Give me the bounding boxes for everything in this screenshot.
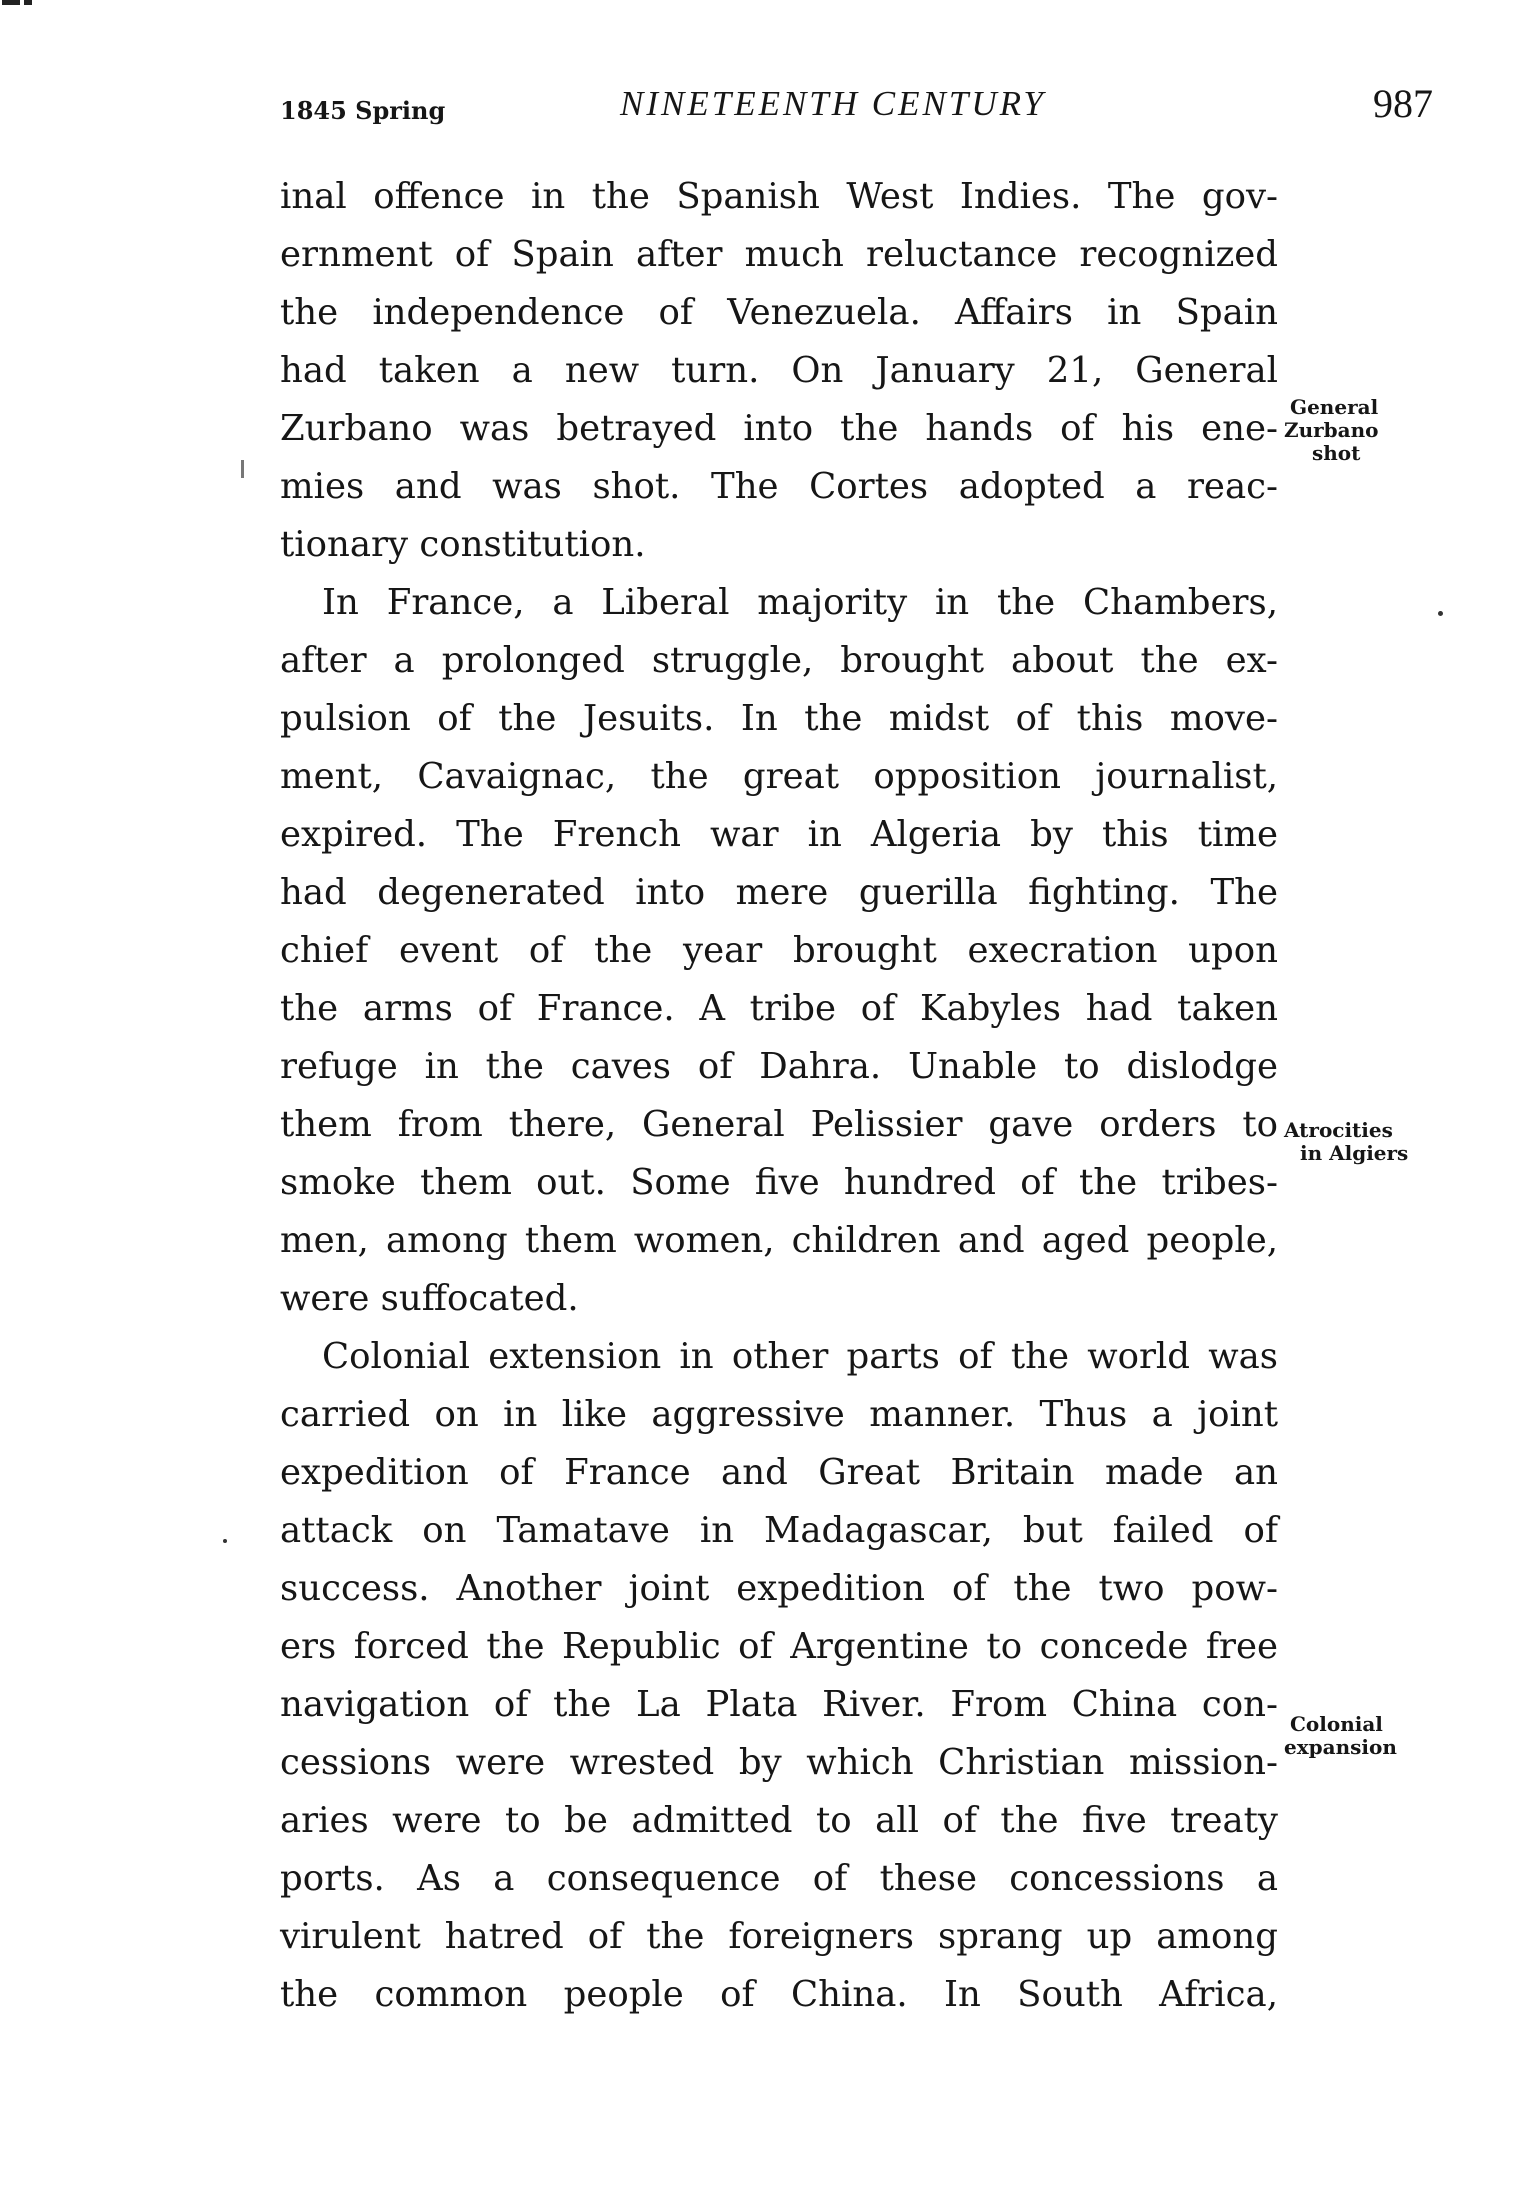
body-line: navigation of the La Plata River. From China con- — [280, 1684, 1278, 1725]
body-line: the arms of France. A tribe of Kabyles had taken — [280, 988, 1278, 1029]
margin-note-colonial — [1284, 1713, 1424, 1759]
body-line: ports. As a consequence of these concessions a — [280, 1858, 1278, 1899]
scan-speck — [223, 1539, 227, 1543]
body-line: them from there, General Pelissier gave orders to — [280, 1104, 1278, 1145]
body-line: carried on in like aggressive manner. Thus a joint — [280, 1394, 1278, 1435]
body-line: ment, Cavaignac, the great opposition journalist, — [280, 756, 1278, 797]
body-line: Zurbano was betrayed into the hands of his ene- — [280, 408, 1278, 449]
body-line: after a prolonged struggle, brought about the ex- — [280, 640, 1278, 681]
body-line: expedition of France and Great Britain made an — [280, 1452, 1278, 1493]
body-line: the common people of China. In South Africa, — [280, 1974, 1278, 2015]
body-line: cessions were wrested by which Christian mission- — [280, 1742, 1278, 1783]
body-line: attack on Tamatave in Madagascar, but failed of — [280, 1510, 1278, 1551]
body-line: had degenerated into mere guerilla fighting. The — [280, 872, 1278, 913]
body-line: success. Another joint expedition of the two pow- — [280, 1568, 1278, 1609]
scan-speck — [241, 460, 244, 478]
margin-note-line: General — [1290, 395, 1379, 419]
paragraph-start: In France, a Liberal majority in the Chambers, — [322, 582, 1278, 623]
margin-note-line: Colonial — [1290, 1712, 1383, 1736]
body-line: mies and was shot. The Cortes adopted a reac- — [280, 466, 1278, 507]
body-line: were suffocated. — [280, 1278, 579, 1319]
body-line: pulsion of the Jesuits. In the midst of this move- — [280, 698, 1278, 739]
header-date: 1845 Spring — [280, 96, 446, 125]
header-title: NINETEENTH CENTURY — [620, 84, 1046, 123]
margin-note-line: Atrocities — [1284, 1118, 1393, 1142]
margin-note-algiers — [1284, 1119, 1424, 1165]
body-line: inal offence in the Spanish West Indies. The gov- — [280, 176, 1278, 217]
body-line: smoke them out. Some five hundred of the tribes- — [280, 1162, 1278, 1203]
margin-note-line: shot — [1312, 441, 1361, 465]
body-line: virulent hatred of the foreigners sprang up among — [280, 1916, 1278, 1957]
margin-note-line: expansion — [1284, 1735, 1397, 1759]
body-line: tionary constitution. — [280, 524, 646, 565]
page-number: 987 — [1373, 81, 1433, 126]
scan-artifact — [0, 0, 36, 6]
body-line: aries were to be admitted to all of the five treaty — [280, 1800, 1278, 1841]
body-line: men, among them women, children and aged people, — [280, 1220, 1278, 1261]
body-line: refuge in the caves of Dahra. Unable to dislodge — [280, 1046, 1278, 1087]
body-line: ers forced the Republic of Argentine to concede free — [280, 1626, 1278, 1667]
body-line: had taken a new turn. On January 21, General — [280, 350, 1278, 391]
margin-note-zurbano — [1284, 396, 1424, 465]
margin-note-line: in Algiers — [1300, 1141, 1409, 1165]
margin-note-line: Zurbano — [1284, 418, 1379, 442]
body-line: chief event of the year brought execration upon — [280, 930, 1278, 971]
body-line: expired. The French war in Algeria by this time — [280, 814, 1278, 855]
paragraph-start: Colonial extension in other parts of the world was — [322, 1336, 1278, 1377]
body-line: ernment of Spain after much reluctance recognized — [280, 234, 1278, 275]
scan-speck — [1438, 611, 1443, 616]
body-line: the independence of Venezuela. Affairs in Spain — [280, 292, 1278, 333]
